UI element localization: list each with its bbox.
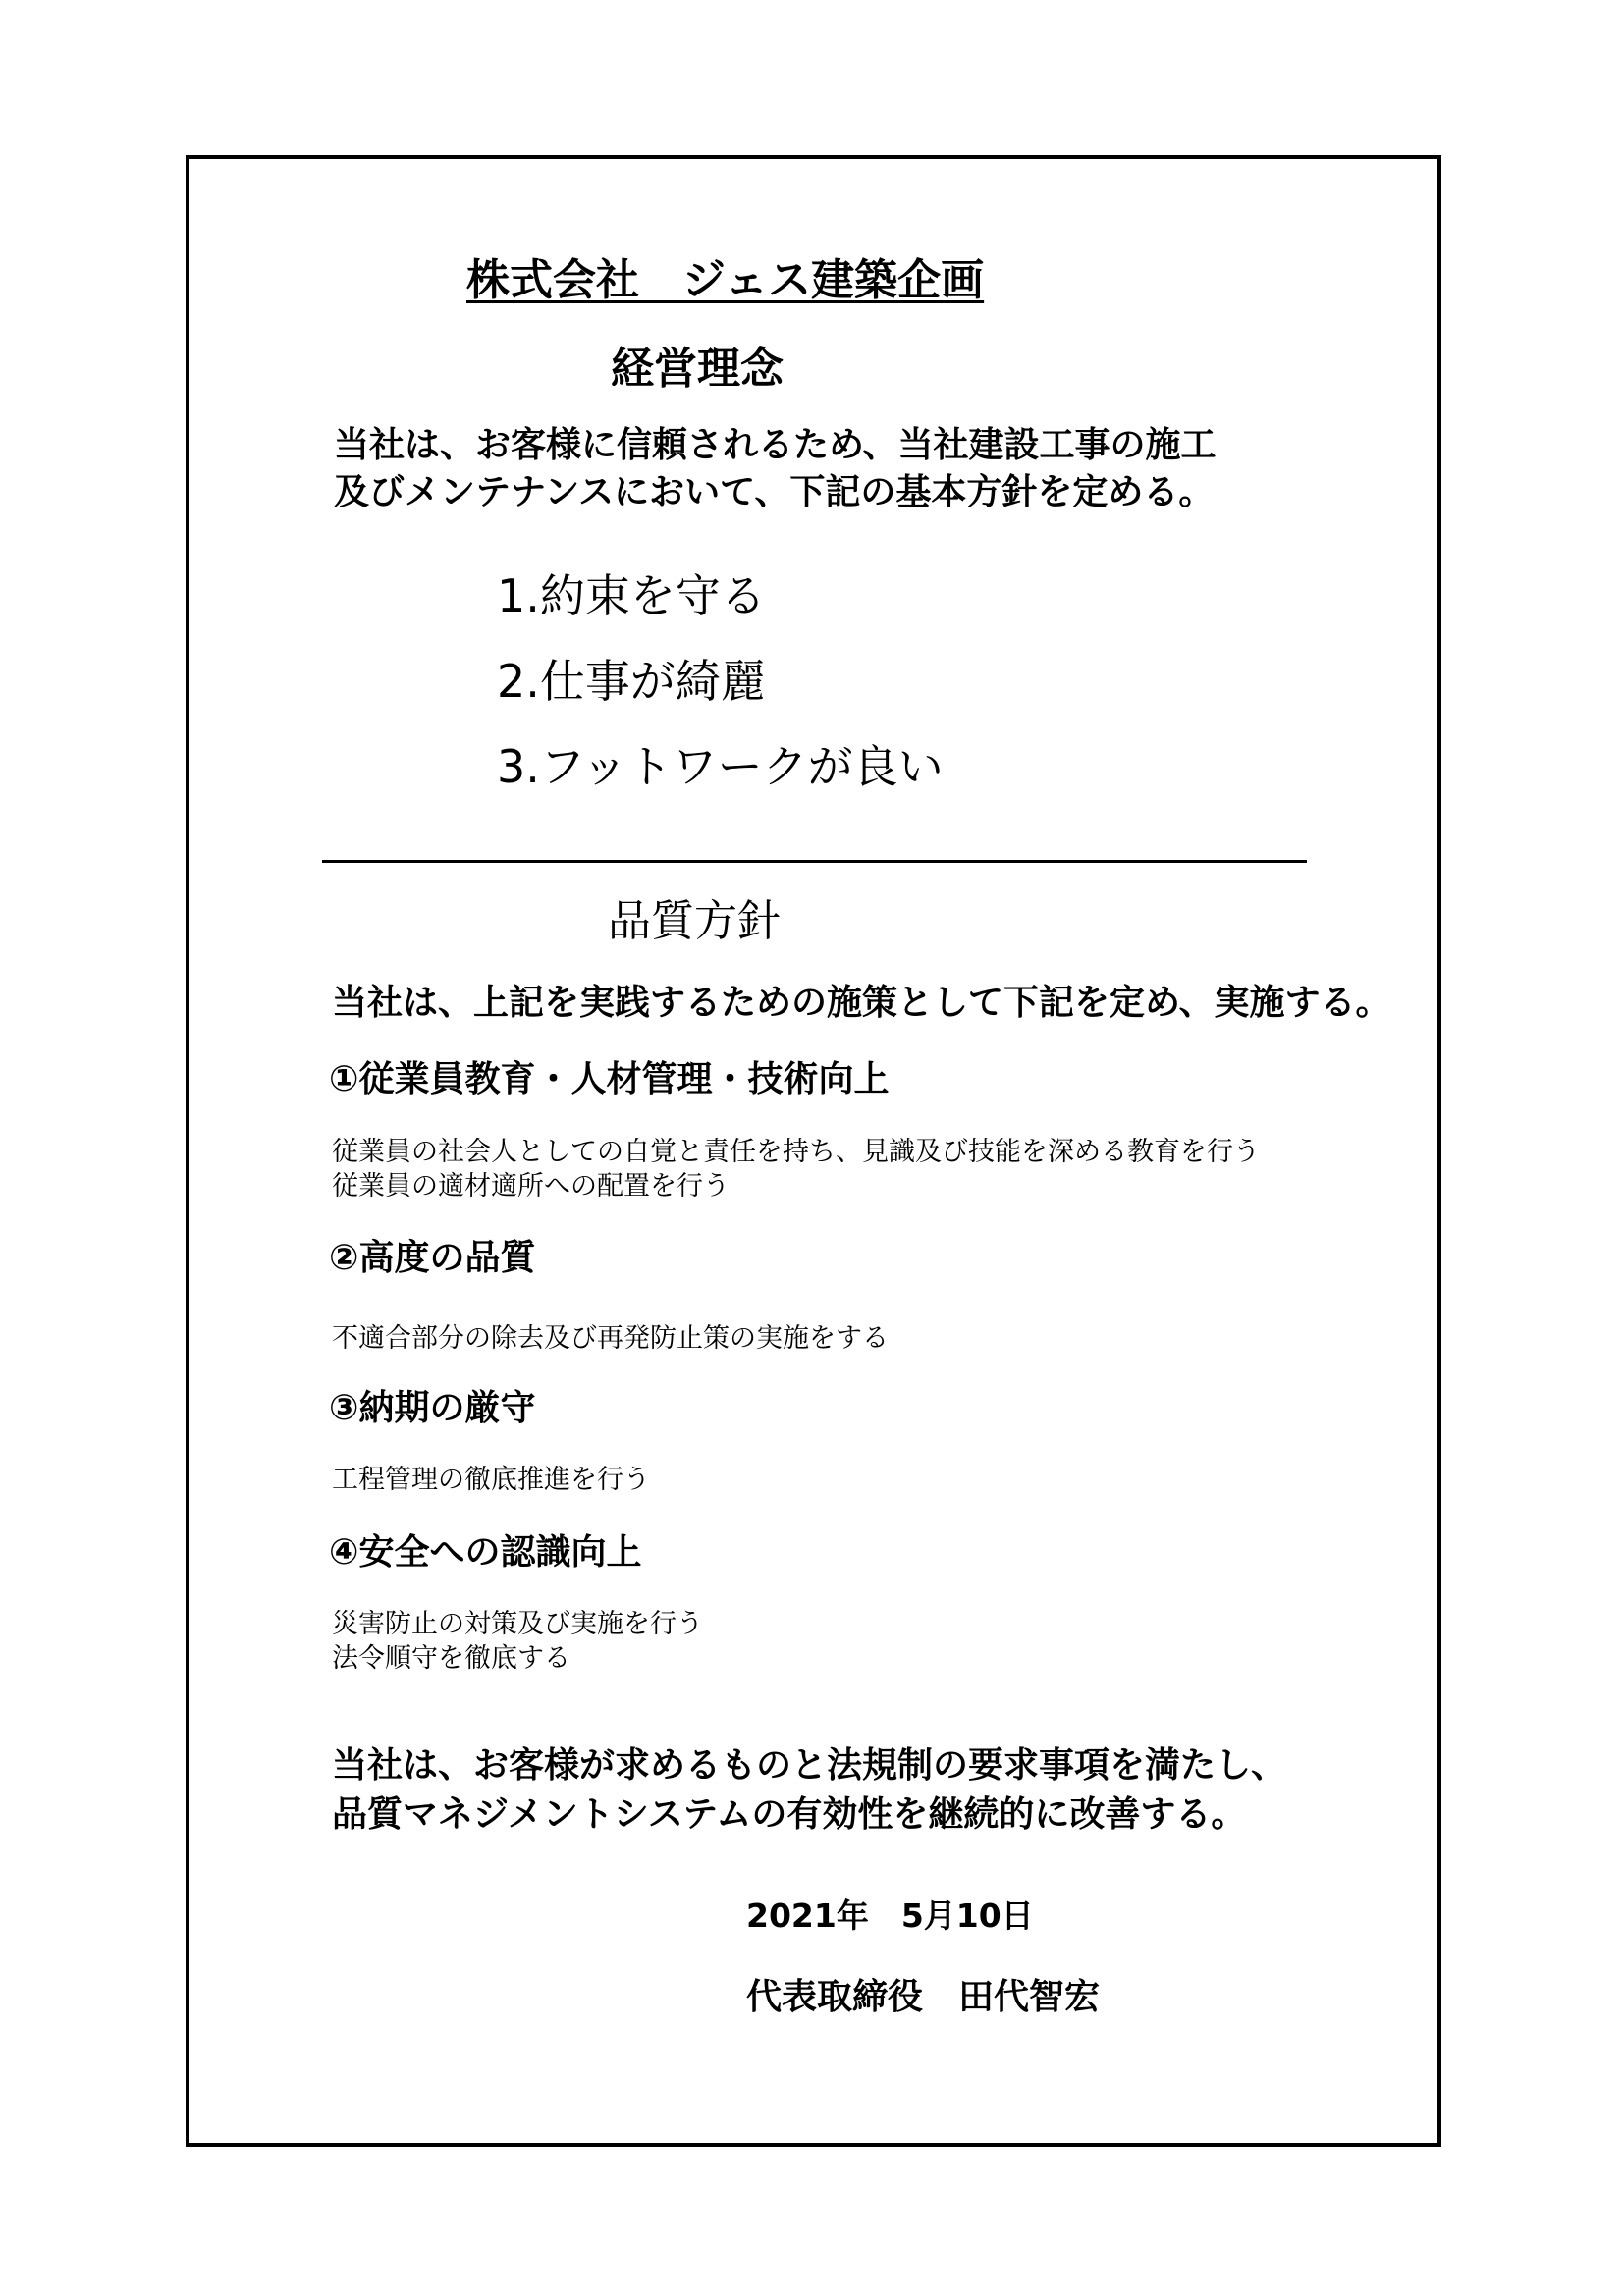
signatory: 代表取締役 田代智宏 — [746, 1977, 1101, 2017]
principle-item: 2.仕事が綺麗 — [497, 655, 766, 708]
company-name: 株式会社 ジェス建築企画 — [466, 255, 985, 305]
section-divider — [322, 860, 1307, 863]
policy-section-line: 法令順守を徹底する — [332, 1643, 570, 1674]
principle-item: 1.約束を守る — [497, 569, 766, 622]
policy-section-line: 従業員の適材適所への配置を行う — [332, 1171, 730, 1201]
closing-line: 当社は、お客様が求めるものと法規制の要求事項を満たし、 — [332, 1745, 1287, 1786]
policy-section-body — [332, 1607, 703, 1676]
quality-policy-intro: 当社は、上記を実践するための施策として下記を定め、実施する。 — [332, 983, 1391, 1023]
philosophy-title: 経営理念 — [611, 344, 784, 394]
policy-section-body — [332, 1463, 650, 1497]
policy-section-line: 従業員の社会人としての自覚と責任を持ち、見識及び技能を深める教育を行う — [332, 1137, 1260, 1167]
policy-section-line: 災害防止の対策及び実施を行う — [332, 1609, 703, 1639]
policy-section-line: 不適合部分の除去及び再発防止策の実施をする — [332, 1323, 889, 1354]
policy-section-body — [332, 1135, 1260, 1203]
closing-statement — [332, 1741, 1286, 1840]
policy-section-heading: ④安全への認識向上 — [329, 1532, 642, 1573]
principle-item: 3.フットワークが良い — [497, 740, 944, 793]
quality-policy-title: 品質方針 — [608, 896, 781, 946]
policy-section-heading: ②高度の品質 — [329, 1238, 536, 1278]
closing-line: 品質マネジメントシステムの有効性を継続的に改善する。 — [332, 1794, 1247, 1835]
policy-section-heading: ③納期の厳守 — [329, 1388, 536, 1428]
philosophy-intro — [334, 422, 1217, 516]
policy-section-line: 工程管理の徹底推進を行う — [332, 1465, 650, 1495]
document-date: 2021年 5月10日 — [746, 1896, 1034, 1935]
philosophy-intro-line: 当社は、お客様に信頼されるため、当社建設工事の施工 — [334, 425, 1217, 465]
policy-section-heading: ①従業員教育・人材管理・技術向上 — [329, 1059, 890, 1099]
policy-section-body — [332, 1321, 889, 1356]
philosophy-intro-line: 及びメンテナンスにおいて、下記の基本方針を定める。 — [334, 472, 1215, 512]
